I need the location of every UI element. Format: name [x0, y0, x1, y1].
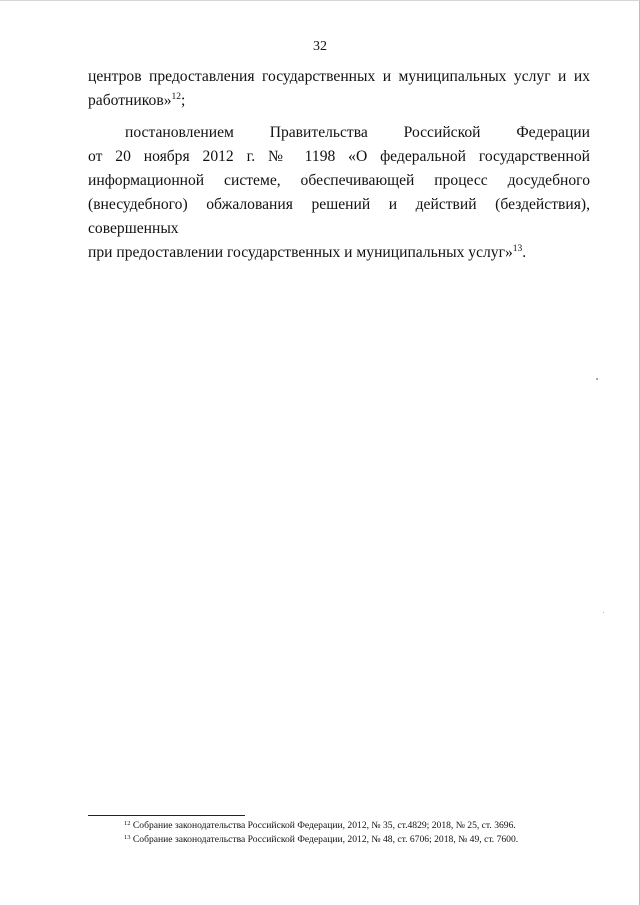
- footnote-number: 13: [124, 834, 131, 841]
- text-line: центров предоставления государственных и муниципальных услуг и их: [88, 68, 590, 85]
- paragraph-government-decree: [88, 121, 590, 265]
- text-line: постановлением Правительства Российской Федерации: [125, 124, 590, 141]
- punctuation: ;: [181, 92, 186, 109]
- page-number: 32: [313, 39, 327, 54]
- text-line-last: [88, 241, 590, 265]
- footnote-text: Собрание законодательства Российской Федерации, 2012, № 48, ст. 6706; 2018, № 49, ст. 7600.: [132, 834, 519, 845]
- text-line: (внесудебного) обжалования решений и действий (бездействия), совершенных: [88, 196, 590, 237]
- footnote-reference[interactable]: 13: [512, 244, 523, 254]
- scan-speck: [596, 378, 598, 380]
- footnote-reference[interactable]: 12: [171, 92, 181, 102]
- text-line: информационной системе, обеспечивающей процесс досудебного: [88, 172, 590, 189]
- footnote-12: [124, 819, 604, 833]
- scan-speck: [603, 612, 604, 613]
- text-fragment: при предоставлении государственных и муниципальных услуг»: [88, 244, 513, 261]
- text-line-last: [88, 89, 590, 113]
- footnote-text: Собрание законодательства Российской Федерации, 2012, № 35, ст.4829; 2018, № 25, ст. 3696.: [132, 820, 516, 831]
- footnote-number: 12: [124, 820, 131, 827]
- footnote-separator: [88, 815, 245, 816]
- footnote-13: [124, 833, 604, 847]
- punctuation: .: [522, 244, 527, 261]
- paragraph-continuation: [88, 65, 590, 113]
- footnotes: [124, 819, 604, 847]
- text-fragment: работников»: [88, 92, 172, 109]
- text-line: от 20 ноября 2012 г. № 1198 «О федеральной государственной: [88, 148, 590, 165]
- body-text: [88, 65, 590, 265]
